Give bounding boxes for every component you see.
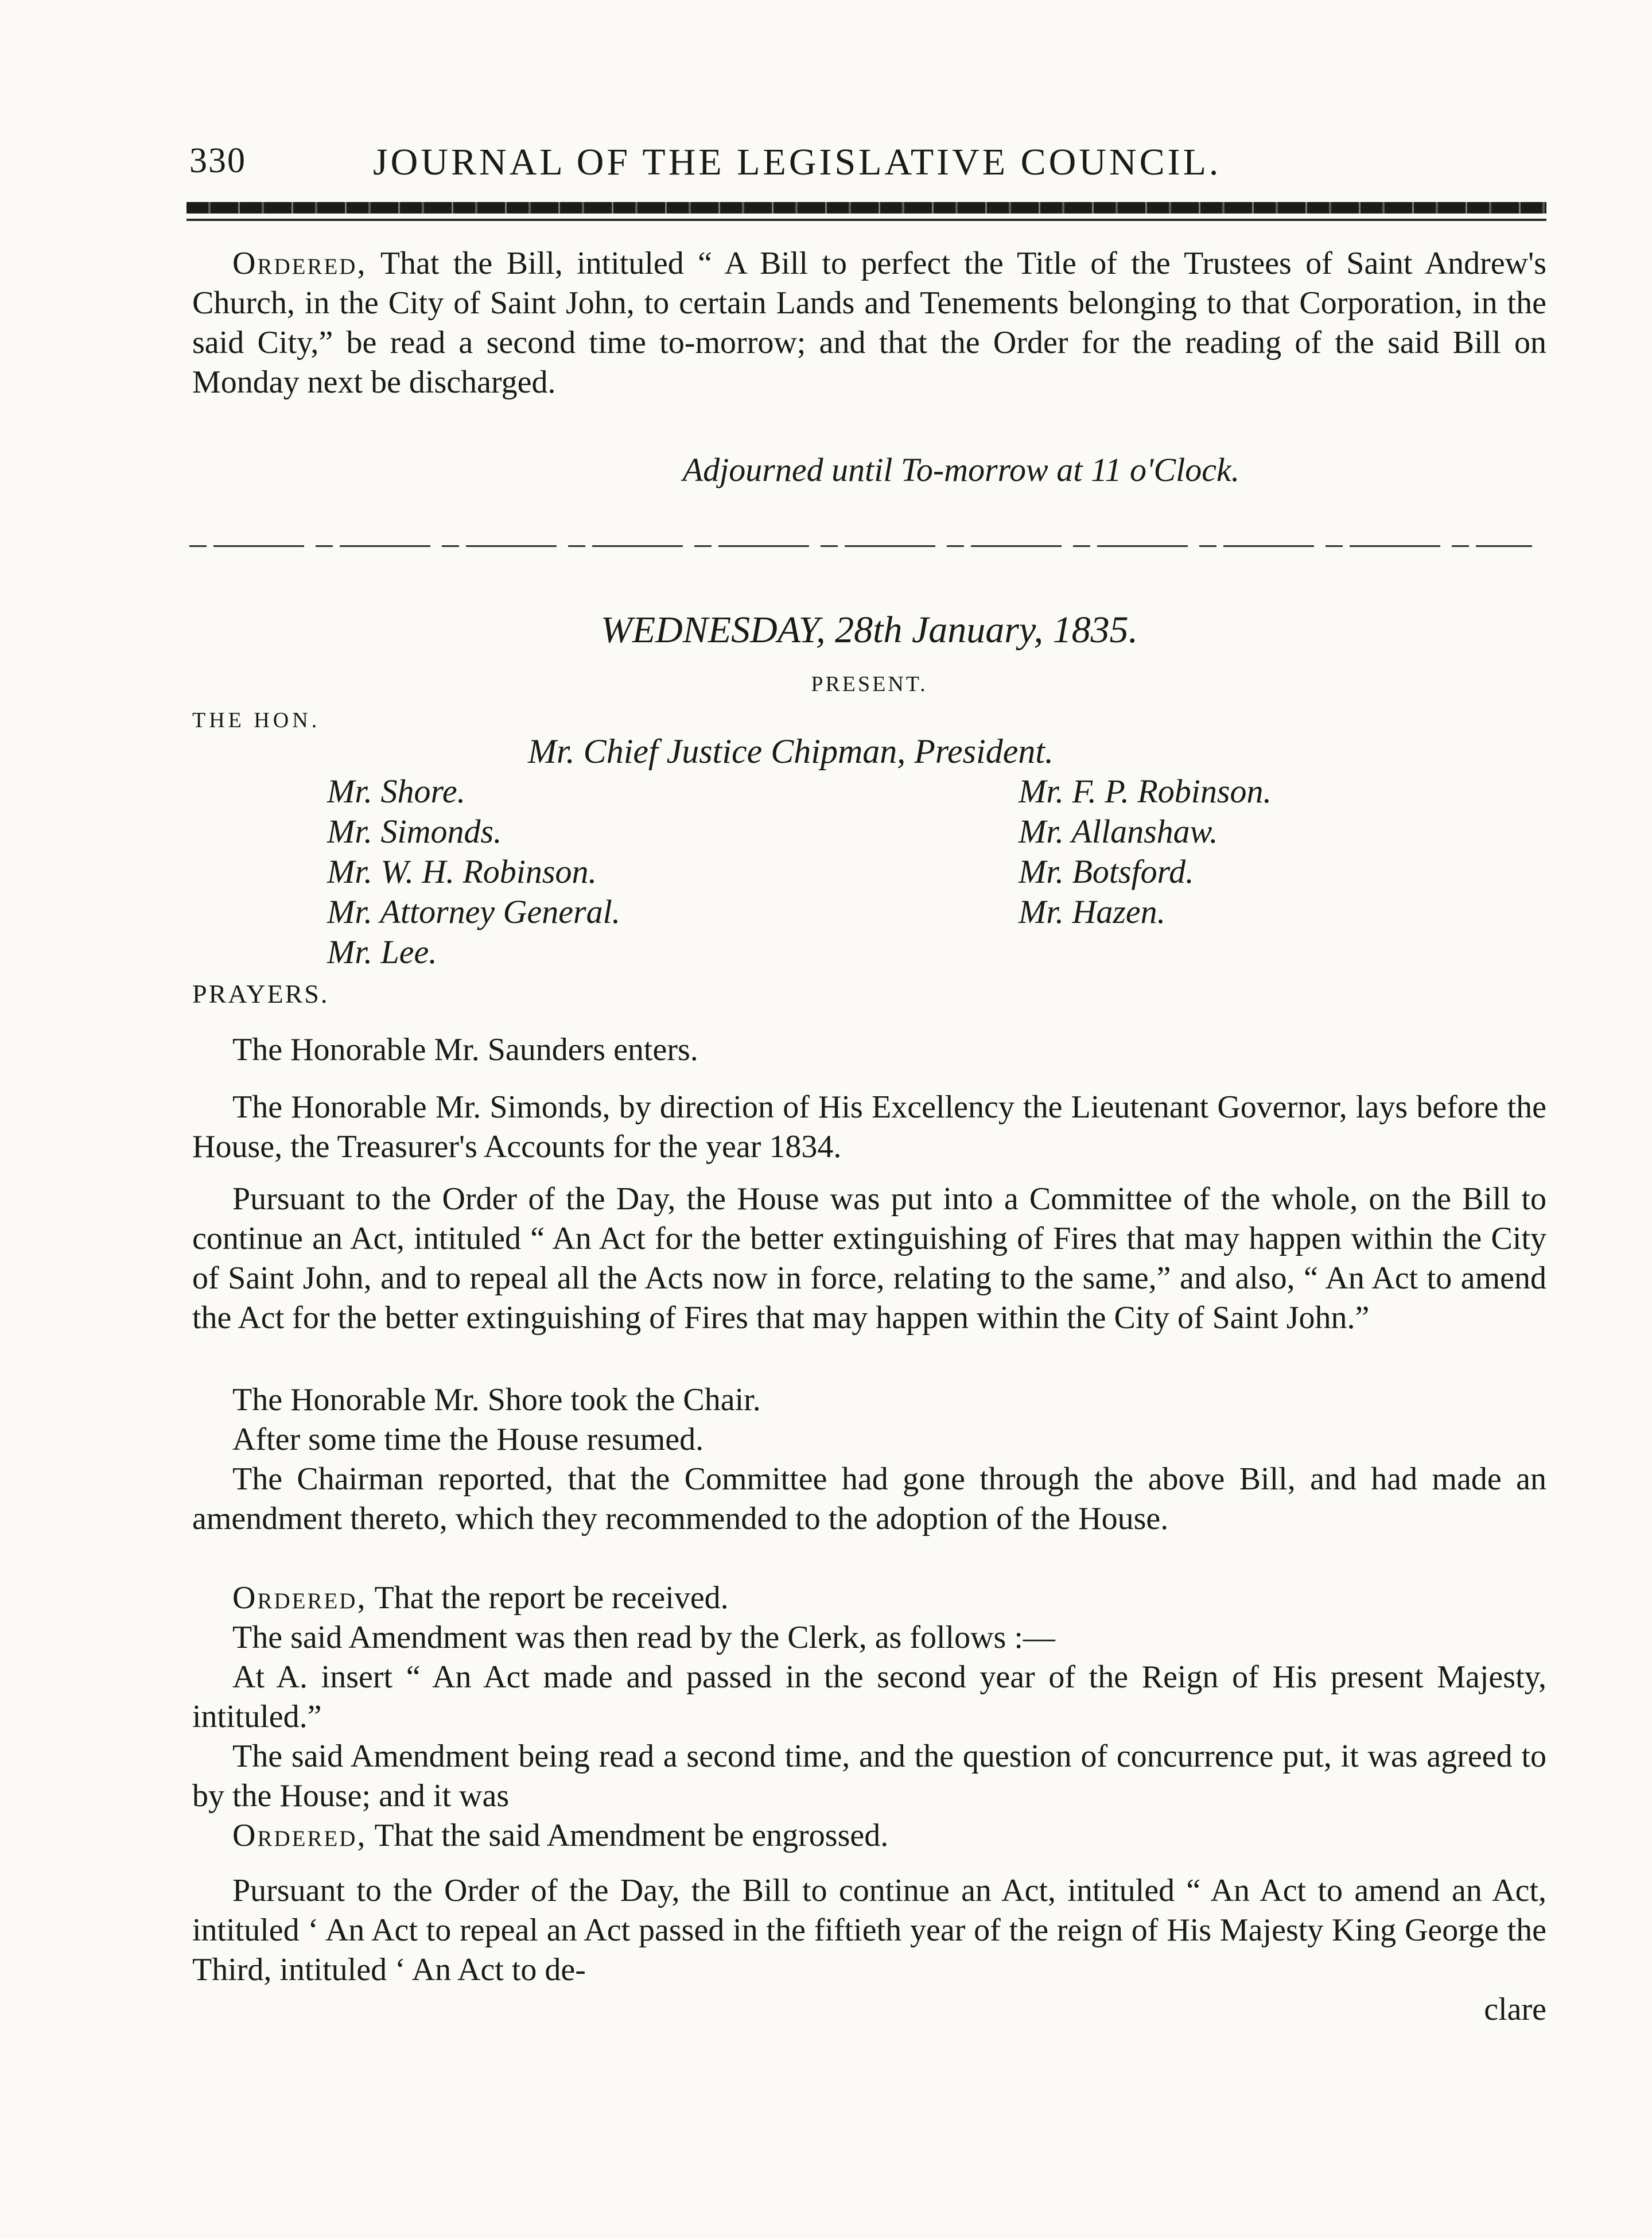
ordered-lead: Ordered, [232,1580,367,1616]
paragraph: The said Amendment was then read by the Clerk, as follows :— [232,1620,1055,1655]
paragraph: Pursuant to the Order of the Day, the Bill to continue an Act, intituled “ An Act to amend an Act, intituled ‘ An Act to repeal an Act passed in the fiftieth year of the reign of His Majesty King George the Third, intituled ‘ An Act to de- [192,1873,1546,1988]
paragraph: At A. insert “ An Act made and passed in the second year of the Reign of His present Majesty, intituled.” [192,1659,1546,1734]
ordered-text: That the report be received. [367,1580,729,1616]
member-right: Mr. Botsford. [1019,853,1194,890]
session-date: WEDNESDAY, 28th January, 1835. [600,609,1138,651]
ordered-text: That the said Amendment be engrossed. [367,1818,889,1853]
member-right: Mr. Allanshaw. [1019,813,1218,850]
paragraph: The said Amendment being read a second time, and the question of concurrence put, it was agreed to by the House; and it was [192,1739,1546,1814]
member-left: Mr. Simonds. [327,813,502,850]
president-line: Mr. Chief Justice Chipman, President. [528,732,1054,770]
paragraph: The Honorable Mr. Simonds, by direction of His Excellency the Lieutenant Governor, lays before the House, the Treasurer's Accounts for the year 1834. [192,1089,1546,1165]
member-right: Mr. F. P. Robinson. [1019,773,1272,810]
paragraph: The Honorable Mr. Shore took the Chair. [232,1382,761,1418]
ordered-text: That the Bill, intituled “ A Bill to perfect the Title of the Trustees of Saint Andrew's Church, in the City of Saint John, to certain Lands and Tenements belonging to that Corporation, in the said City,” be read a second time to-morrow; and that the Order for the reading of the said Bill on Monday next be discharged. [192,246,1546,400]
paragraph: Pursuant to the Order of the Day, the House was put into a Committee of the whole, on the Bill to continue an Act, intituled “ An Act for the better extinguishing of Fires that may happen within the City of Saint John, and to repeal all the Acts now in force, relating to the same,” and also, “ An Act to amend the Act for the better extinguishing of Fires that may happen within the City of Saint John.” [192,1181,1546,1336]
paragraph-ordered [192,1816,1546,1856]
journal-title: JOURNAL OF THE LEGISLATIVE COUNCIL. [373,141,1222,183]
header-rule [186,202,1546,214]
paragraph-ordered-bill [192,244,1546,402]
paragraph-ordered [192,1578,1546,1618]
member-right: Mr. Hazen. [1019,893,1166,930]
member-left: Mr. Lee. [327,933,437,971]
adjournment-line: Adjourned until To-morrow at 11 o'Clock. [682,451,1240,488]
present-label: PRESENT. [811,672,928,696]
section-divider [189,545,1532,547]
header-rule-thin [186,219,1546,221]
ordered-lead: Ordered, [232,246,367,281]
catchword: clare [1484,1992,1546,2027]
paragraph: The Honorable Mr. Saunders enters. [232,1032,698,1068]
member-left: Mr. W. H. Robinson. [327,853,597,890]
member-left: Mr. Attorney General. [327,893,621,930]
hon-label: THE HON. [192,708,321,732]
ordered-lead: Ordered, [232,1818,367,1853]
paragraph: The Chairman reported, that the Committee had gone through the above Bill, and had made an amendment thereto, which they recommended to the adoption of the House. [192,1461,1546,1536]
member-left: Mr. Shore. [327,773,466,810]
paragraph: After some time the House resumed. [232,1422,704,1457]
page-number: 330 [189,141,246,180]
page-header [189,141,1544,192]
prayers-label: PRAYERS. [192,979,329,1008]
